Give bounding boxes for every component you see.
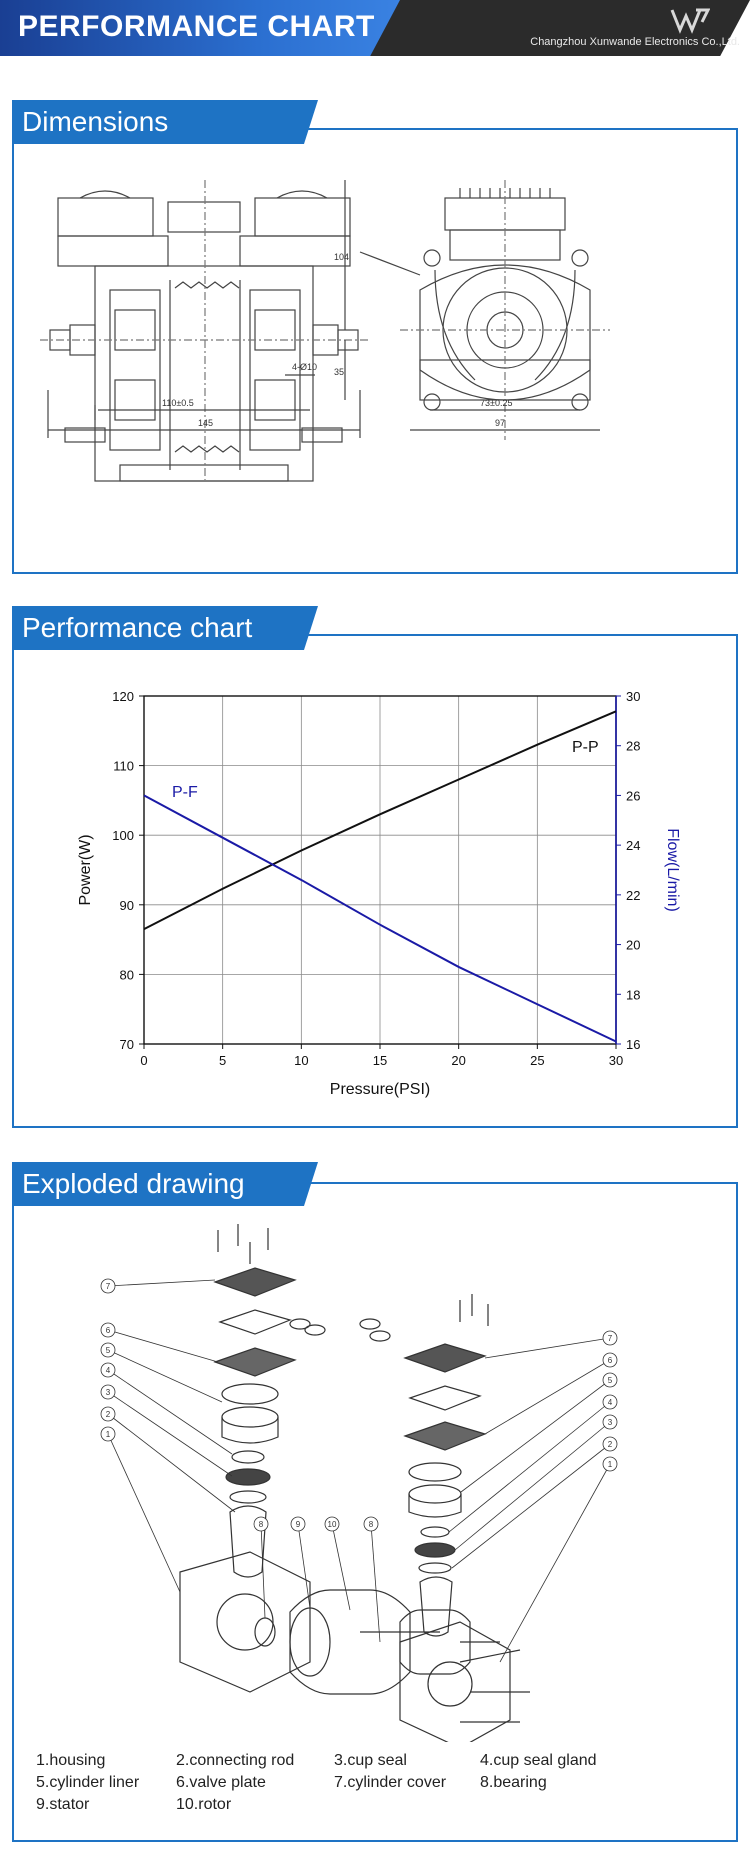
right-y-tick-label: 20 [626, 937, 641, 953]
legend-item: 7.cylinder cover [334, 1774, 447, 1791]
callout-number: 10 [327, 1520, 337, 1529]
callout-number: 5 [105, 1346, 111, 1355]
series-label-pp: P-P [572, 739, 599, 756]
right-y-tick-label: 24 [626, 838, 641, 854]
callout-number: 3 [607, 1418, 613, 1427]
tab-corner [304, 1162, 318, 1206]
performance-chart [60, 680, 700, 1110]
callout-leader [455, 1422, 610, 1550]
legend-item: 8.bearing [480, 1774, 547, 1791]
callout-leader [105, 1370, 232, 1454]
callout-number: 3 [105, 1388, 111, 1397]
banner-company-name: Changzhou Xunwande Electronics Co.,Ltd. [530, 36, 740, 48]
callout-number: 8 [258, 1520, 264, 1529]
top-banner [0, 0, 750, 56]
right-y-tick-label: 22 [626, 887, 641, 903]
front-view-drawing [40, 180, 370, 481]
callout-number: 9 [295, 1520, 301, 1529]
callout-number: 1 [607, 1460, 613, 1469]
y-tick-label: 70 [119, 1037, 134, 1052]
y-tick-label: 90 [119, 897, 134, 913]
callout-leader [105, 1392, 232, 1476]
callout-number: 2 [105, 1410, 111, 1419]
x-axis-label: Pressure(PSI) [329, 1081, 431, 1098]
x-tick-label: 25 [530, 1053, 545, 1068]
company-logo-icon [670, 8, 710, 34]
y-tick-label: 120 [112, 689, 134, 704]
callout-leader [485, 1338, 610, 1358]
callout-leader [298, 1524, 310, 1608]
callout-number: 4 [607, 1398, 613, 1407]
right-y-tick-label: 16 [626, 1037, 641, 1052]
x-tick-label: 20 [451, 1053, 466, 1068]
side-view-drawing [345, 180, 610, 440]
y-tick-label: 100 [112, 828, 134, 844]
series-label-pf: P-F [172, 784, 198, 801]
banner-title: PERFORMANCE CHART [18, 10, 375, 43]
dim-side-inner-width: 73±0.25 [480, 398, 513, 408]
callout-leader [449, 1402, 610, 1532]
dim-side-bottom: 35 [334, 367, 345, 377]
middle-parts [255, 1319, 500, 1694]
x-tick-label: 15 [372, 1053, 388, 1068]
legend-item: 1.housing [36, 1752, 106, 1769]
y-axis-label: Power(W) [77, 834, 94, 906]
callout-number: 6 [105, 1326, 111, 1335]
exploded-drawing [100, 1222, 660, 1742]
dim-front-small: 4-Ø10 [292, 362, 318, 372]
dim-front-inner-width: 110±0.5 [162, 398, 194, 408]
tab-corner [304, 606, 318, 650]
callout-leader [461, 1380, 610, 1492]
right-y-tick-label: 26 [626, 788, 641, 804]
callout-number: 2 [607, 1440, 613, 1449]
callout-number: 7 [105, 1282, 111, 1291]
callout-leader [332, 1524, 350, 1610]
tab-corner [304, 100, 318, 144]
legend-item: 4.cup seal gland [480, 1752, 597, 1769]
section-title-performance: Performance chart [12, 606, 304, 650]
callout-leader [485, 1360, 610, 1434]
callout-number: 8 [368, 1520, 374, 1529]
right-y-tick-label: 30 [626, 689, 641, 704]
chart-grid [144, 696, 616, 1044]
callout-number: 4 [105, 1366, 111, 1375]
dim-front-width: 145 [198, 418, 214, 428]
y-tick-label: 80 [119, 967, 134, 983]
legend-item: 9.stator [36, 1796, 90, 1813]
right-y-tick-label: 18 [626, 987, 641, 1003]
legend-item: 5.cylinder liner [36, 1774, 140, 1791]
dim-side-height: 104 [334, 252, 350, 262]
callout-leader [500, 1464, 610, 1662]
x-tick-label: 30 [608, 1053, 624, 1068]
right-head-parts [400, 1294, 530, 1742]
right-y-axis-label: Flow(L/min) [664, 828, 681, 912]
legend-item: 10.rotor [176, 1796, 232, 1813]
dimension-drawing [40, 180, 720, 520]
legend-item: 3.cup seal [334, 1752, 407, 1769]
callout-number: 6 [607, 1356, 613, 1365]
callout-leader [108, 1280, 215, 1286]
callout-number: 1 [105, 1430, 111, 1439]
x-tick-label: 5 [219, 1053, 227, 1068]
callout-number: 7 [607, 1334, 613, 1343]
x-tick-label: 0 [140, 1053, 148, 1068]
x-tick-label: 10 [294, 1053, 309, 1068]
section-title-dimensions: Dimensions [12, 100, 304, 144]
section-title-exploded: Exploded drawing [12, 1162, 304, 1206]
y-tick-label: 110 [113, 758, 134, 774]
right-y-tick-label: 28 [626, 738, 641, 754]
callout-number: 5 [607, 1376, 613, 1385]
dim-side-width: 97 [495, 418, 506, 428]
callout-leader [371, 1524, 380, 1642]
legend-item: 6.valve plate [176, 1774, 266, 1791]
callout-leader [108, 1434, 180, 1592]
legend-item: 2.connecting rod [176, 1752, 295, 1769]
callout-leader [105, 1414, 235, 1512]
